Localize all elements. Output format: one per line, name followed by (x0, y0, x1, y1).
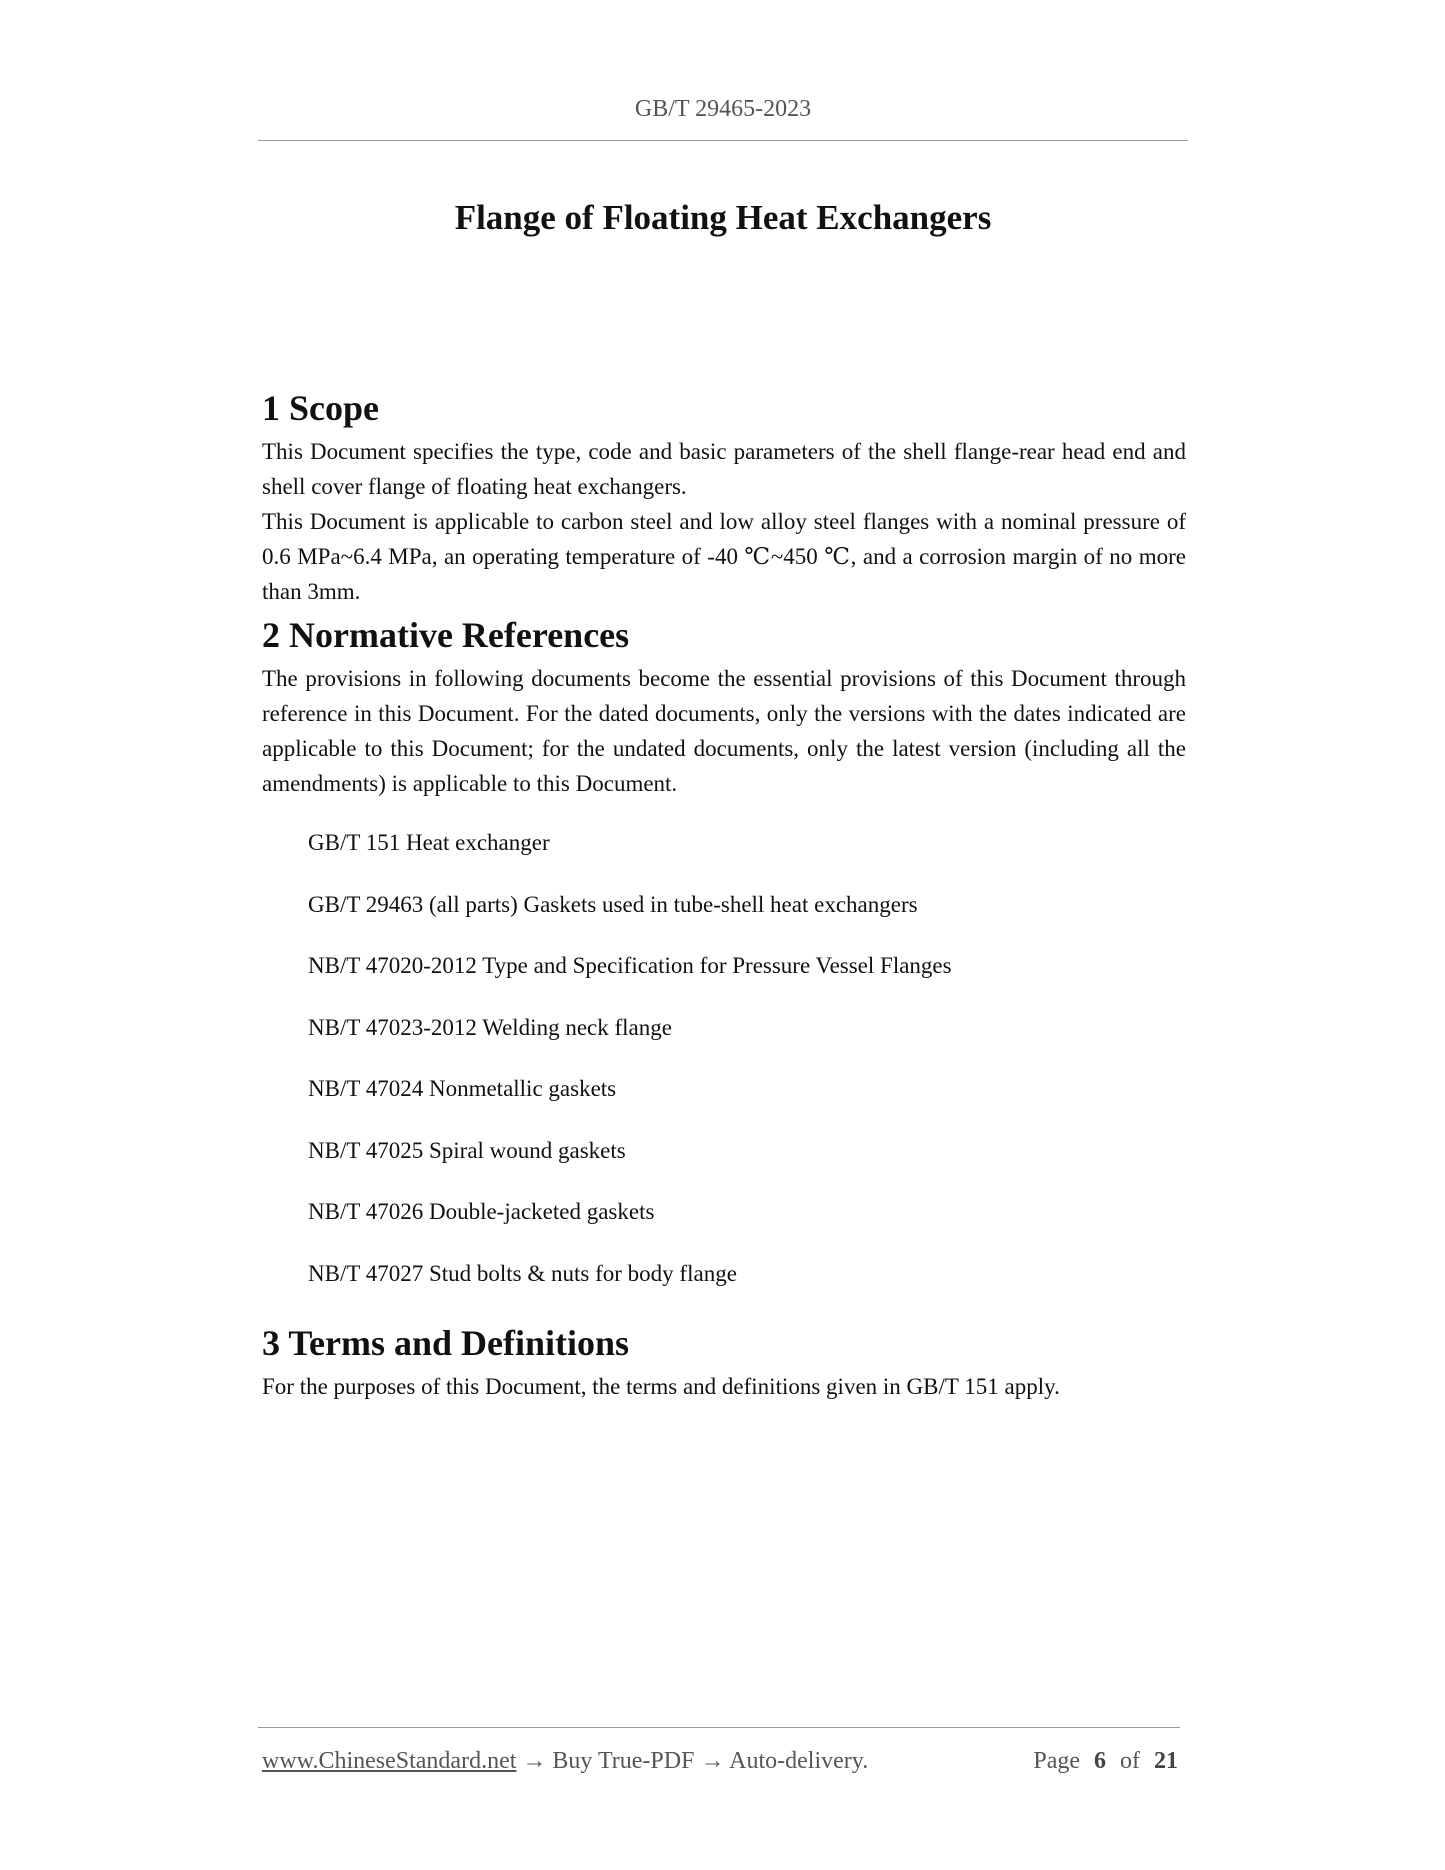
document-body (262, 382, 1186, 1404)
total-pages-number: 21 (1154, 1748, 1178, 1774)
section-heading-normative-references: 2 Normative References (262, 615, 630, 655)
normative-references-intro: The provisions in following documents become the essential provisions of this Document through reference in this Document. For the dated documents, only the versions with the dates indicated are applicable to this Document; for the undated documents, only the latest version (including all the amendments) is applicable to this Document. (262, 666, 1186, 796)
reference-item: NB/T 47025 Spiral wound gaskets (308, 1137, 626, 1163)
reference-list (262, 825, 1186, 1291)
running-header: GB/T 29465-2023 (634, 96, 812, 122)
auto-delivery-text: Auto-delivery. (729, 1748, 869, 1774)
section-heading-scope: 1 Scope (262, 388, 379, 428)
reference-item: GB/T 151 Heat exchanger (308, 830, 550, 855)
of-label: of (1120, 1748, 1140, 1774)
document-title: Flange of Floating Heat Exchangers (454, 198, 992, 237)
reference-item: NB/T 47027 Stud bolts & nuts for body flange (308, 1260, 737, 1286)
reference-item: NB/T 47020-2012 Type and Specification for Pressure Vessel Flanges (308, 953, 952, 978)
scope-paragraph-2: This Document is applicable to carbon steel and low alloy steel flanges with a nominal pressure of 0.6 MPa~6.4 MPa, an operating temperature of -40 ℃~450 ℃, and a corrosion margin of no more than 3mm. (262, 509, 1186, 604)
arrow-right-icon: → (700, 1748, 725, 1774)
page-label: Page (1033, 1748, 1080, 1774)
reference-item: NB/T 47024 Nonmetallic gaskets (308, 1076, 617, 1101)
header-divider (258, 140, 1188, 141)
buy-true-pdf-text: Buy True-PDF (552, 1748, 695, 1774)
page-indicator (1033, 1745, 1178, 1777)
scope-paragraph-1: This Document specifies the type, code and basic parameters of the shell flange-rear head end and shell cover flange of floating heat exchangers. (262, 439, 1186, 499)
arrow-right-icon: → (522, 1748, 547, 1774)
section-heading-terms-and-definitions: 3 Terms and Definitions (262, 1323, 630, 1363)
reference-item: NB/T 47023-2012 Welding neck flange (308, 1014, 672, 1040)
reference-item: NB/T 47026 Double-jacketed gaskets (308, 1199, 655, 1224)
terms-paragraph: For the purposes of this Document, the terms and definitions given in GB/T 151 apply. (262, 1374, 1060, 1399)
website-link[interactable]: www.ChineseStandard.net (262, 1748, 517, 1774)
reference-item: GB/T 29463 (all parts) Gaskets used in tube-shell heat exchangers (308, 891, 918, 917)
current-page-number: 6 (1094, 1748, 1106, 1774)
footer-divider (258, 1727, 1180, 1728)
page-footer (262, 1745, 1178, 1777)
